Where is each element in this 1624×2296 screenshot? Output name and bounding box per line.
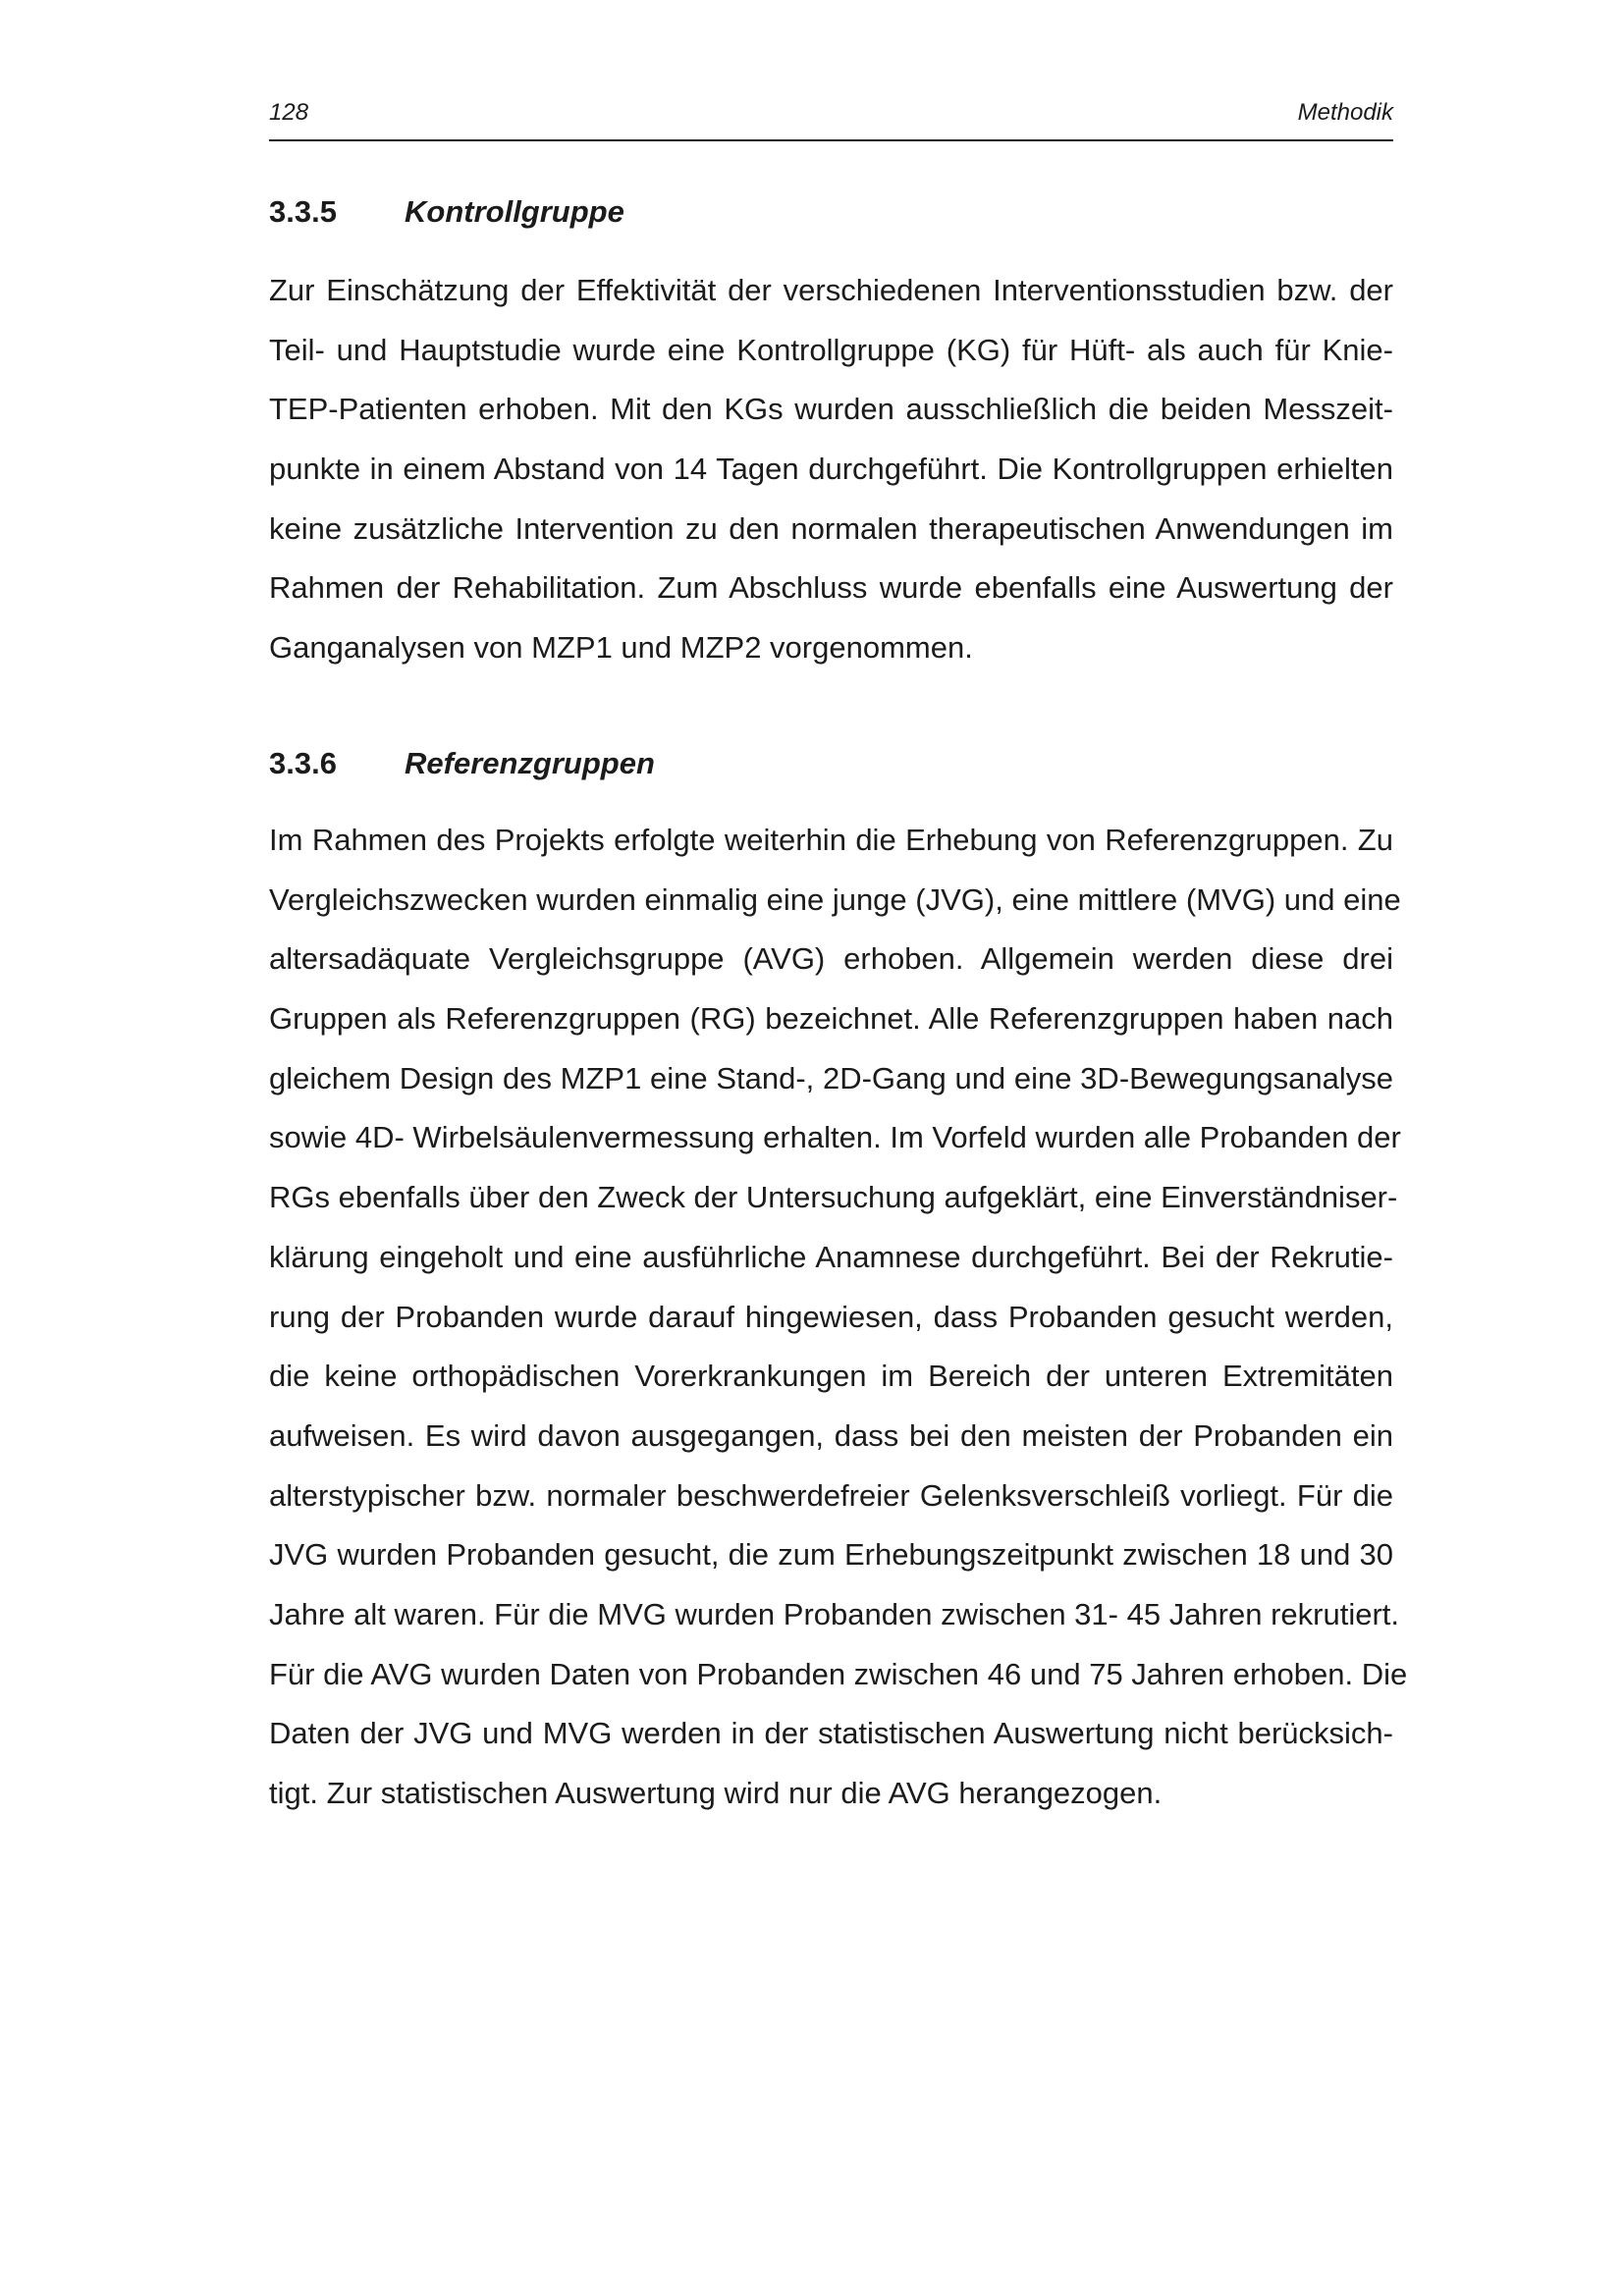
section-number: 3.3.5 — [269, 194, 337, 229]
text-line: Zur Einschätzung der Effektivität der verschiedenen Interventionsstudien bzw. der — [269, 273, 1393, 307]
paragraph-referenzgruppen — [269, 821, 1408, 1834]
running-head — [269, 98, 1393, 141]
text-line: Ganganalysen von MZP1 und MZP2 vorgenommen. — [269, 630, 973, 666]
text-line: tigt. Zur statistischen Auswertung wird nur die AVG herangezogen. — [269, 1776, 1163, 1810]
text-line: Teil- und Hauptstudie wurde eine Kontrollgruppe (KG) für Hüft- als auch für Knie- — [269, 332, 1393, 367]
text-line: Für die AVG wurden Daten von Probanden zwischen 46 und 75 Jahren erhoben. Die — [269, 1656, 1408, 1691]
text-line: Gruppen als Referenzgruppen (RG) bezeichnet. Alle Referenzgruppen haben nach — [269, 1001, 1393, 1037]
text-line: Jahre alt waren. Für die MVG wurden Probanden zwischen 31- 45 Jahren rekrutiert. — [269, 1596, 1400, 1631]
text-line: TEP-Patienten erhoben. Mit den KGs wurden ausschließlich die beiden Messzeit- — [269, 392, 1393, 427]
text-line: Rahmen der Rehabilitation. Zum Abschluss wurde ebenfalls eine Auswertung der — [269, 570, 1393, 606]
text-line: aufweisen. Es wird davon ausgegangen, dass bei den meisten der Probanden ein — [269, 1417, 1393, 1453]
text-line: punkte in einem Abstand von 14 Tagen durchgeführt. Die Kontrollgruppen erhielten — [269, 452, 1393, 487]
page-number: 128 — [269, 99, 309, 126]
text-line: klärung eingeholt und eine ausführliche Anamnese durchgeführt. Bei der Rekrutie- — [269, 1239, 1393, 1274]
section-heading-3-3-6 — [269, 744, 1393, 783]
text-line: sowie 4D- Wirbelsäulenvermessung erhalten. Im Vorfeld wurden alle Probanden der — [269, 1120, 1401, 1155]
section-title: Referenzgruppen — [405, 746, 655, 780]
chapter-title: Methodik — [1297, 99, 1393, 126]
section-heading-3-3-5 — [269, 192, 1393, 232]
text-line: rung der Probanden wurde darauf hingewiesen, dass Probanden gesucht werden, — [269, 1299, 1393, 1334]
text-line: die keine orthopädischen Vorerkrankungen im Bereich der unteren Extremitäten — [269, 1359, 1393, 1394]
section-title: Kontrollgruppe — [405, 194, 624, 229]
section-number: 3.3.6 — [269, 746, 337, 780]
text-line: Daten der JVG und MVG werden in der statistischen Auswertung nicht berücksich- — [269, 1716, 1393, 1751]
text-line: Vergleichszwecken wurden einmalig eine junge (JVG), eine mittlere (MVG) und eine — [269, 881, 1401, 917]
paragraph-kontrollgruppe — [269, 271, 1393, 688]
text-line: keine zusätzliche Intervention zu den normalen therapeutischen Anwendungen im — [269, 510, 1393, 546]
text-line: gleichem Design des MZP1 eine Stand-, 2D-Gang und eine 3D-Bewegungsanalyse — [269, 1060, 1393, 1095]
text-line: RGs ebenfalls über den Zweck der Untersuchung aufgeklärt, eine Einverständniser- — [269, 1180, 1398, 1215]
text-line: JVG wurden Probanden gesucht, die zum Erhebungszeitpunkt zwischen 18 und 30 — [269, 1537, 1393, 1573]
text-line: altersadäquate Vergleichsgruppe (AVG) erhoben. Allgemein werden diese drei — [269, 941, 1393, 977]
text-line: alterstypischer bzw. normaler beschwerdefreier Gelenksverschleiß vorliegt. Für die — [269, 1477, 1393, 1513]
text-line: Im Rahmen des Projekts erfolgte weiterhin die Erhebung von Referenzgruppen. Zu — [269, 823, 1393, 857]
